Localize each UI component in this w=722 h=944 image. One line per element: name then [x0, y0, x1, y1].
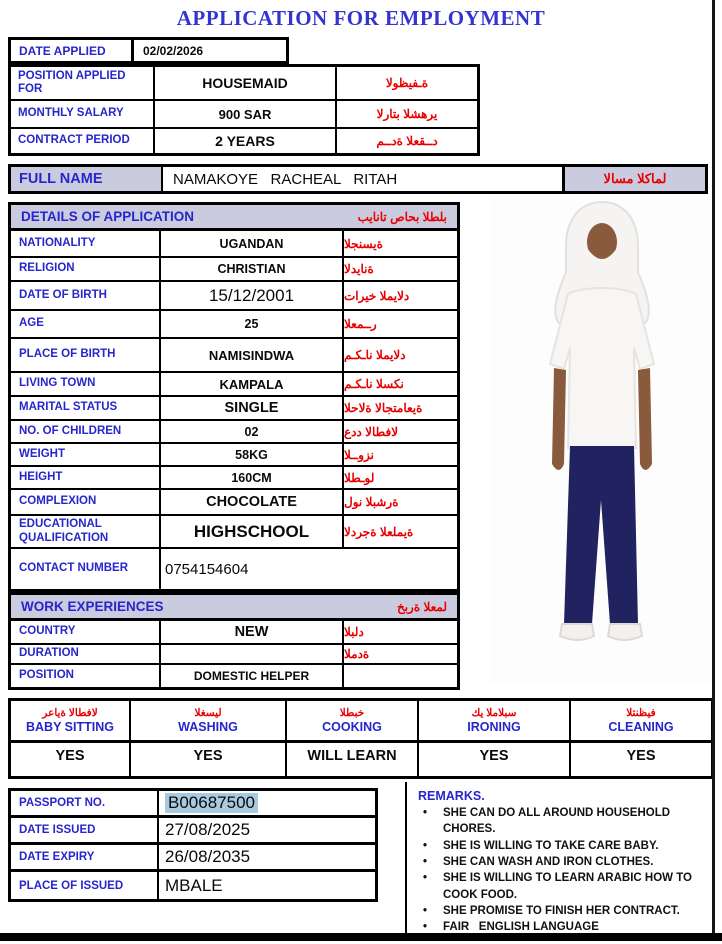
field-label: FULL NAME — [11, 167, 163, 191]
field-arabic-label: ةيعامتجالا ةلاحلا — [344, 401, 423, 415]
field-label: CONTRACT PERIOD — [11, 129, 155, 153]
remark-item: • SHE CAN DO ALL AROUND HOUSEHOLD CHORES. — [418, 805, 712, 838]
right-shoe-shape — [608, 624, 642, 640]
field-value: 160CM — [161, 467, 344, 488]
field-value: 58KG — [161, 444, 344, 465]
skill-arabic-label: ليسغلا — [194, 707, 222, 719]
field-value: 26/08/2035 — [165, 847, 251, 866]
date-applied-row — [8, 37, 289, 64]
skill-label: COOKING — [322, 720, 382, 734]
remark-item: • SHE IS WILLING TO TAKE CARE BABY. — [418, 838, 712, 854]
field-arabic-label: ةـفيظولا — [385, 76, 429, 90]
skill-label: BABY SITTING — [26, 720, 114, 734]
field-value: 900 SAR — [155, 101, 337, 127]
remarks-title: REMARKS. — [418, 789, 485, 803]
skill-column — [419, 701, 571, 776]
table-row — [11, 339, 457, 373]
field-value: 0754154604 — [165, 560, 249, 578]
table-row — [11, 311, 457, 339]
skill-arabic-label: فيظنتلا — [626, 707, 656, 719]
field-label: CONTACT NUMBER — [11, 549, 161, 589]
field-arabic-label: نزوــلا — [344, 447, 374, 462]
field-arabic-label: دلايملا ناـكـم — [344, 348, 406, 362]
field-label: POSITION — [11, 665, 161, 687]
field-value: CHRISTIAN — [161, 258, 344, 280]
remark-item: • FAIR ENGLISH LANGUAGE — [418, 919, 712, 935]
table-row — [11, 665, 457, 687]
skill-label: CLEANING — [608, 720, 674, 734]
table-row — [11, 231, 457, 258]
field-label: DATE EXPIRY — [11, 845, 159, 869]
field-label: MONTHLY SALARY — [11, 101, 155, 127]
field-label: COUNTRY — [11, 621, 161, 643]
skill-header — [287, 701, 417, 743]
table-row — [11, 67, 477, 101]
field-arabic-label: دــقعلا ةدــم — [376, 134, 438, 148]
field-value: NAMISINDWA — [161, 339, 344, 371]
applicant-photo — [490, 196, 714, 684]
section-title: WORK EXPERIENCES — [21, 599, 164, 614]
section-title: DETAILS OF APPLICATION — [21, 209, 194, 224]
field-value: MBALE — [165, 875, 223, 895]
left-arm-shape — [552, 368, 566, 470]
skill-header — [131, 701, 285, 743]
table-row — [11, 373, 457, 397]
full-name-row — [8, 164, 708, 194]
field-value — [161, 645, 344, 663]
field-value: KAMPALA — [161, 373, 344, 395]
field-label: LIVING TOWN — [11, 373, 161, 395]
field-value: 25 — [161, 311, 344, 337]
field-value: 15/12/2001 — [161, 282, 344, 309]
field-value: HOUSEMAID — [155, 67, 337, 99]
skill-column — [287, 701, 419, 776]
field-label: PLACE OF ISSUED — [11, 872, 159, 899]
table-row — [11, 621, 457, 645]
field-value: NEW — [161, 621, 344, 643]
skill-column — [571, 701, 711, 776]
skill-value: YES — [626, 748, 656, 764]
field-value: HIGHSCHOOL — [161, 516, 344, 547]
table-row — [11, 101, 477, 129]
field-arabic-label: رــمعلا — [344, 317, 377, 331]
section-arabic-title: بلطلا بحاص تانايب — [357, 209, 447, 224]
field-value: 02/02/2026 — [143, 43, 204, 58]
table-row — [11, 444, 457, 467]
table-row — [11, 645, 457, 665]
skill-arabic-label: لافطالا ةياعر — [42, 707, 98, 719]
table-row — [11, 516, 457, 549]
table-row — [11, 872, 375, 899]
remarks-section — [405, 782, 714, 933]
field-label: COMPLEXION — [11, 490, 161, 514]
table-row — [11, 129, 477, 153]
table-row — [11, 818, 375, 845]
field-value: 2 YEARS — [155, 129, 337, 153]
field-arabic-label: لماكلا مسالا — [603, 171, 667, 186]
section-arabic-title: لمعلا ةربخ — [396, 599, 447, 614]
skill-label: WASHING — [178, 720, 238, 734]
field-arabic-label: لوـطلا — [344, 470, 375, 485]
field-label: PASSPORT NO. — [11, 791, 159, 815]
left-shoe-shape — [560, 624, 594, 640]
field-value: SINGLE — [161, 397, 344, 419]
field-label: RELIGION — [11, 258, 161, 280]
table-row — [11, 421, 457, 444]
field-label: DATE APPLIED — [11, 40, 134, 61]
skills-table — [8, 698, 714, 779]
remark-item: • SHE IS WILLING TO LEARN ARABIC HOW TO COOK FOOD. — [418, 870, 712, 903]
field-label: DATE OF BIRTH — [11, 282, 161, 309]
table-row — [11, 490, 457, 516]
skill-value: YES — [479, 748, 509, 764]
table-row — [11, 397, 457, 421]
table-row — [11, 282, 457, 311]
field-label: WEIGHT — [11, 444, 161, 465]
field-arabic-label: دلايملا خيرات — [344, 288, 410, 303]
skill-header — [571, 701, 711, 743]
skill-arabic-label: سبلاملا يك — [471, 707, 517, 719]
field-value: NAMAKOYE RACHEAL RITAH — [163, 167, 565, 191]
passport-table — [8, 788, 378, 902]
remark-item: • SHE PROMISE TO FINISH HER CONTRACT. — [418, 903, 712, 919]
field-arabic-label: ةيملعلا ةجردلا — [344, 524, 414, 539]
table-row — [11, 845, 375, 872]
skill-column — [11, 701, 131, 776]
field-arabic-label: ةرشبلا نول — [344, 495, 399, 509]
skill-column — [131, 701, 287, 776]
field-label: AGE — [11, 311, 161, 337]
field-label: HEIGHT — [11, 467, 161, 488]
skill-label: IRONING — [467, 720, 521, 734]
right-arm-shape — [638, 368, 652, 470]
skill-value: WILL LEARN — [307, 748, 397, 764]
page-title: APPLICATION FOR EMPLOYMENT — [176, 6, 546, 30]
field-label: NO. OF CHILDREN — [11, 421, 161, 442]
field-value: 02 — [161, 421, 344, 442]
field-arabic-label: ةنايدلا — [344, 262, 374, 276]
field-value: 27/08/2025 — [165, 820, 251, 839]
field-label: PLACE OF BIRTH — [11, 339, 161, 371]
details-of-application-table — [8, 202, 460, 592]
skill-arabic-label: خبطلا — [339, 707, 365, 719]
page-bottom-bar — [0, 933, 722, 941]
highlighted-passport-number: B00687500 — [165, 793, 258, 813]
field-value — [159, 791, 375, 815]
field-label: EDUCATIONAL QUALIFICATION — [11, 516, 161, 547]
field-arabic-label: ةيسنجلا — [344, 236, 383, 251]
work-experiences-table — [8, 592, 460, 690]
remark-item: • SHE CAN WASH AND IRON CLOTHES. — [418, 854, 712, 870]
field-value: CHOCOLATE — [161, 490, 344, 514]
field-label: POSITION APPLIED FOR — [11, 67, 155, 99]
field-arabic-label: ةدملا — [344, 647, 370, 661]
field-arabic-label: لافطالا ددع — [344, 424, 399, 439]
table-row — [11, 791, 375, 818]
section-header — [11, 595, 457, 621]
table-row — [11, 467, 457, 490]
field-label: DURATION — [11, 645, 161, 663]
skill-value: YES — [193, 748, 223, 764]
skill-value: YES — [55, 748, 85, 764]
field-arabic-label: دلبلا — [344, 625, 364, 639]
skill-header — [419, 701, 569, 743]
remarks-list — [418, 805, 712, 936]
field-label: DATE ISSUED — [11, 818, 159, 842]
skill-header — [11, 701, 129, 743]
page-right-border — [712, 0, 715, 933]
field-arabic-label: يرهشلا بتارلا — [376, 107, 438, 121]
section-header — [11, 205, 457, 231]
field-label: MARITAL STATUS — [11, 397, 161, 419]
position-salary-contract-table — [8, 64, 480, 156]
field-label: NATIONALITY — [11, 231, 161, 256]
field-arabic-label: نكسلا ناـكـم — [344, 377, 404, 391]
field-value: UGANDAN — [161, 231, 344, 256]
field-value: DOMESTIC HELPER — [161, 665, 344, 687]
applicant-photo-image — [490, 196, 714, 684]
field-arabic-label — [344, 665, 457, 687]
table-row — [11, 549, 457, 589]
table-row — [11, 258, 457, 282]
